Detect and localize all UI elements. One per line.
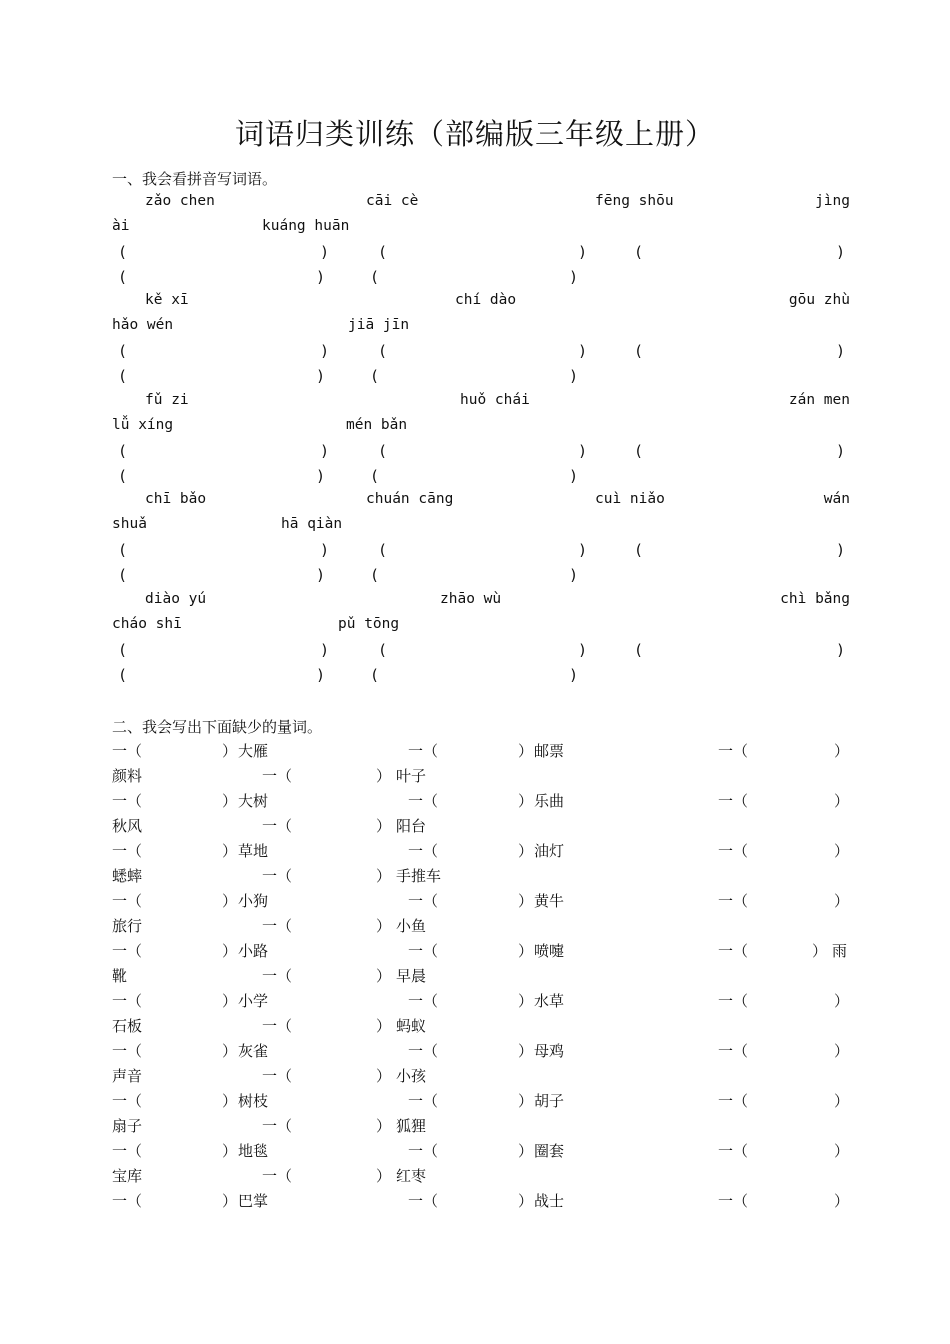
paren-open: ( xyxy=(370,467,380,485)
measure-blank-close: ） xyxy=(222,942,238,960)
paren-open: ( xyxy=(118,666,128,684)
measure-blank-close: ） xyxy=(518,792,534,810)
noun-word: 颜料 xyxy=(112,767,143,785)
noun-word: 小狗 xyxy=(238,892,269,910)
noun-word: 喷嚏 xyxy=(534,942,565,960)
measure-blank-prefix: 一（ xyxy=(408,842,439,860)
measure-blank-prefix: 一（ xyxy=(262,1117,293,1135)
measure-blank-close: ） xyxy=(834,1042,850,1060)
pinyin-prompt: hǎo wén xyxy=(112,317,174,333)
measure-blank-close: ） xyxy=(222,1042,238,1060)
paren-close: ) xyxy=(320,342,330,360)
measure-blank-close: ） xyxy=(518,992,534,1010)
paren-close: ) xyxy=(316,268,326,286)
paren-close: ) xyxy=(578,442,588,460)
pinyin-prompt: fǔ zi xyxy=(145,392,189,408)
measure-blank-prefix: 一（ xyxy=(262,867,293,885)
measure-blank-close: ） xyxy=(834,792,850,810)
paren-close: ) xyxy=(320,541,330,559)
paren-open: ( xyxy=(118,641,128,659)
pinyin-prompt: chī bǎo xyxy=(145,491,207,507)
measure-blank-prefix: 一（ xyxy=(408,992,439,1010)
pinyin-prompt: cuì niǎo xyxy=(595,491,665,507)
noun-word: 阳台 xyxy=(396,817,427,835)
measure-blank-prefix: 一（ xyxy=(112,742,143,760)
paren-open: ( xyxy=(118,342,128,360)
paren-close: ) xyxy=(836,342,846,360)
noun-word: 巴掌 xyxy=(238,1192,269,1210)
measure-blank-prefix: 一（ xyxy=(718,1042,749,1060)
measure-blank-close: ） xyxy=(222,1192,238,1210)
paren-open: ( xyxy=(370,268,380,286)
paren-close: ) xyxy=(836,442,846,460)
noun-word: 邮票 xyxy=(534,742,565,760)
pinyin-prompt: lǚ xíng xyxy=(112,417,174,433)
paren-close: ) xyxy=(836,541,846,559)
measure-blank-close: ） xyxy=(834,1142,850,1160)
noun-word: 手推车 xyxy=(396,867,442,885)
pinyin-prompt: jìng xyxy=(815,193,850,209)
measure-blank-prefix: 一（ xyxy=(112,792,143,810)
measure-blank-close: ） xyxy=(834,992,850,1010)
measure-blank-prefix: 一（ xyxy=(718,992,749,1010)
measure-blank-prefix: 一（ xyxy=(112,892,143,910)
noun-word: 油灯 xyxy=(534,842,565,860)
noun-word: 小学 xyxy=(238,992,269,1010)
noun-word: 小鱼 xyxy=(396,917,427,935)
pinyin-prompt: mén bǎn xyxy=(346,417,408,433)
measure-blank-prefix: 一（ xyxy=(262,817,293,835)
measure-blank-close: ） xyxy=(376,967,392,985)
noun-word: 早晨 xyxy=(396,967,427,985)
noun-word: 草地 xyxy=(238,842,269,860)
measure-blank-prefix: 一（ xyxy=(718,1092,749,1110)
measure-blank-prefix: 一（ xyxy=(718,942,749,960)
noun-word: 黄牛 xyxy=(534,892,565,910)
noun-word: 声音 xyxy=(112,1067,143,1085)
noun-word: 乐曲 xyxy=(534,792,565,810)
paren-open: ( xyxy=(118,442,128,460)
measure-blank-close: ） xyxy=(222,1142,238,1160)
measure-blank-close: ） xyxy=(518,1042,534,1060)
pinyin-prompt: zǎo chen xyxy=(145,193,215,209)
measure-blank-prefix: 一（ xyxy=(262,1067,293,1085)
pinyin-prompt: gōu zhù xyxy=(788,292,850,308)
section1-heading: 一、我会看拼音写词语。 xyxy=(112,170,278,188)
noun-word: 胡子 xyxy=(534,1092,565,1110)
paren-open: ( xyxy=(634,243,644,261)
measure-blank-close: ） xyxy=(518,1092,534,1110)
measure-blank-close: ） xyxy=(518,742,534,760)
measure-blank-close: ） xyxy=(376,1117,392,1135)
section2-heading: 二、我会写出下面缺少的量词。 xyxy=(112,718,323,736)
pinyin-prompt: diào yú xyxy=(145,591,207,607)
noun-word: 大树 xyxy=(238,792,269,810)
noun-word: 扇子 xyxy=(112,1117,143,1135)
measure-blank-prefix: 一（ xyxy=(408,1042,439,1060)
measure-blank-prefix: 一（ xyxy=(112,942,143,960)
pinyin-prompt: shuǎ xyxy=(112,516,147,532)
paren-open: ( xyxy=(378,442,388,460)
measure-blank-prefix: 一（ xyxy=(408,742,439,760)
noun-word: 蟋蟀 xyxy=(112,867,143,885)
paren-close: ) xyxy=(320,243,330,261)
noun-word: 小孩 xyxy=(396,1067,427,1085)
measure-blank-close: ） xyxy=(834,842,850,860)
paren-close: ) xyxy=(320,442,330,460)
measure-blank-prefix: 一（ xyxy=(262,917,293,935)
measure-blank-close: ） xyxy=(222,842,238,860)
pinyin-prompt: fēng shōu xyxy=(595,193,674,209)
measure-blank-close: ） xyxy=(376,867,392,885)
pinyin-prompt: huǒ chái xyxy=(460,392,530,408)
measure-blank-close: ） xyxy=(376,917,392,935)
noun-word: 叶子 xyxy=(396,767,427,785)
paren-close: ) xyxy=(578,342,588,360)
noun-word: 树枝 xyxy=(238,1092,269,1110)
paren-open: ( xyxy=(634,541,644,559)
pinyin-prompt: chì bǎng xyxy=(780,591,850,607)
paren-open: ( xyxy=(118,566,128,584)
paren-close: ) xyxy=(569,268,579,286)
measure-blank-close: ） xyxy=(812,942,828,960)
measure-blank-prefix: 一（ xyxy=(718,792,749,810)
paren-close: ) xyxy=(320,641,330,659)
pinyin-prompt: chuán cāng xyxy=(366,491,454,507)
noun-word: 石板 xyxy=(112,1017,143,1035)
measure-blank-close: ） xyxy=(834,1192,850,1210)
measure-blank-prefix: 一（ xyxy=(112,1192,143,1210)
pinyin-prompt: zhāo wù xyxy=(440,591,502,607)
measure-blank-close: ） xyxy=(834,742,850,760)
paren-open: ( xyxy=(634,641,644,659)
paren-open: ( xyxy=(118,243,128,261)
pinyin-prompt: wán xyxy=(823,491,850,507)
noun-word: 旅行 xyxy=(112,917,143,935)
noun-word: 靴 xyxy=(112,967,128,985)
paren-close: ) xyxy=(569,666,579,684)
noun-word: 狐狸 xyxy=(396,1117,427,1135)
measure-blank-close: ） xyxy=(834,1092,850,1110)
noun-word: 雨 xyxy=(832,942,848,960)
paren-close: ) xyxy=(569,566,579,584)
pinyin-prompt: zán men xyxy=(788,392,850,408)
measure-blank-prefix: 一（ xyxy=(262,1167,293,1185)
noun-word: 战士 xyxy=(534,1192,565,1210)
paren-close: ) xyxy=(836,641,846,659)
noun-word: 秋风 xyxy=(112,817,143,835)
noun-word: 蚂蚁 xyxy=(396,1017,427,1035)
measure-blank-prefix: 一（ xyxy=(718,742,749,760)
measure-blank-close: ） xyxy=(222,1092,238,1110)
measure-blank-prefix: 一（ xyxy=(718,1192,749,1210)
paren-close: ) xyxy=(569,367,579,385)
noun-word: 小路 xyxy=(238,942,269,960)
measure-blank-prefix: 一（ xyxy=(112,1142,143,1160)
paren-close: ) xyxy=(578,541,588,559)
measure-blank-prefix: 一（ xyxy=(408,1192,439,1210)
measure-blank-close: ） xyxy=(518,892,534,910)
measure-blank-prefix: 一（ xyxy=(408,1092,439,1110)
measure-blank-prefix: 一（ xyxy=(262,967,293,985)
measure-blank-prefix: 一（ xyxy=(718,892,749,910)
paren-open: ( xyxy=(118,467,128,485)
measure-blank-close: ） xyxy=(376,1167,392,1185)
measure-blank-prefix: 一（ xyxy=(112,1092,143,1110)
paren-open: ( xyxy=(378,342,388,360)
measure-blank-close: ） xyxy=(834,892,850,910)
paren-close: ) xyxy=(316,367,326,385)
paren-close: ) xyxy=(578,641,588,659)
noun-word: 红枣 xyxy=(396,1167,427,1185)
measure-blank-prefix: 一（ xyxy=(262,767,293,785)
noun-word: 灰雀 xyxy=(238,1042,269,1060)
measure-blank-close: ） xyxy=(222,892,238,910)
noun-word: 水草 xyxy=(534,992,565,1010)
paren-close: ) xyxy=(569,467,579,485)
measure-blank-close: ） xyxy=(518,842,534,860)
measure-blank-prefix: 一（ xyxy=(408,942,439,960)
paren-open: ( xyxy=(634,342,644,360)
measure-blank-prefix: 一（ xyxy=(408,792,439,810)
paren-open: ( xyxy=(118,367,128,385)
measure-blank-close: ） xyxy=(376,817,392,835)
measure-blank-close: ） xyxy=(518,942,534,960)
paren-open: ( xyxy=(370,566,380,584)
paren-close: ) xyxy=(836,243,846,261)
pinyin-prompt: hā qiàn xyxy=(281,516,343,532)
measure-blank-close: ） xyxy=(222,742,238,760)
pinyin-prompt: pǔ tōng xyxy=(338,616,400,632)
measure-blank-prefix: 一（ xyxy=(112,842,143,860)
page-title: 词语归类训练（部编版三年级上册） xyxy=(234,117,715,151)
pinyin-prompt: kě xī xyxy=(145,292,189,308)
measure-blank-prefix: 一（ xyxy=(718,842,749,860)
paren-close: ) xyxy=(578,243,588,261)
pinyin-prompt: chí dào xyxy=(455,292,517,308)
paren-close: ) xyxy=(316,467,326,485)
measure-blank-close: ） xyxy=(222,992,238,1010)
measure-blank-prefix: 一（ xyxy=(718,1142,749,1160)
noun-word: 圈套 xyxy=(534,1142,565,1160)
paren-open: ( xyxy=(378,641,388,659)
noun-word: 宝库 xyxy=(112,1167,143,1185)
measure-blank-prefix: 一（ xyxy=(262,1017,293,1035)
noun-word: 地毯 xyxy=(238,1142,269,1160)
measure-blank-close: ） xyxy=(518,1142,534,1160)
measure-blank-close: ） xyxy=(376,767,392,785)
paren-open: ( xyxy=(118,268,128,286)
measure-blank-close: ） xyxy=(376,1067,392,1085)
pinyin-prompt: jiā jīn xyxy=(348,317,410,333)
paren-open: ( xyxy=(378,541,388,559)
measure-blank-prefix: 一（ xyxy=(408,892,439,910)
noun-word: 母鸡 xyxy=(534,1042,565,1060)
measure-blank-prefix: 一（ xyxy=(112,992,143,1010)
paren-open: ( xyxy=(634,442,644,460)
paren-open: ( xyxy=(370,666,380,684)
pinyin-prompt: kuáng huān xyxy=(262,218,350,234)
measure-blank-close: ） xyxy=(376,1017,392,1035)
pinyin-prompt: ài xyxy=(112,218,130,234)
paren-open: ( xyxy=(118,541,128,559)
noun-word: 大雁 xyxy=(238,742,269,760)
pinyin-prompt: cháo shī xyxy=(112,616,182,632)
paren-close: ) xyxy=(316,566,326,584)
pinyin-prompt: cāi cè xyxy=(366,193,419,209)
measure-blank-close: ） xyxy=(222,792,238,810)
paren-open: ( xyxy=(370,367,380,385)
paren-open: ( xyxy=(378,243,388,261)
paren-close: ) xyxy=(316,666,326,684)
measure-blank-prefix: 一（ xyxy=(408,1142,439,1160)
measure-blank-prefix: 一（ xyxy=(112,1042,143,1060)
measure-blank-close: ） xyxy=(518,1192,534,1210)
